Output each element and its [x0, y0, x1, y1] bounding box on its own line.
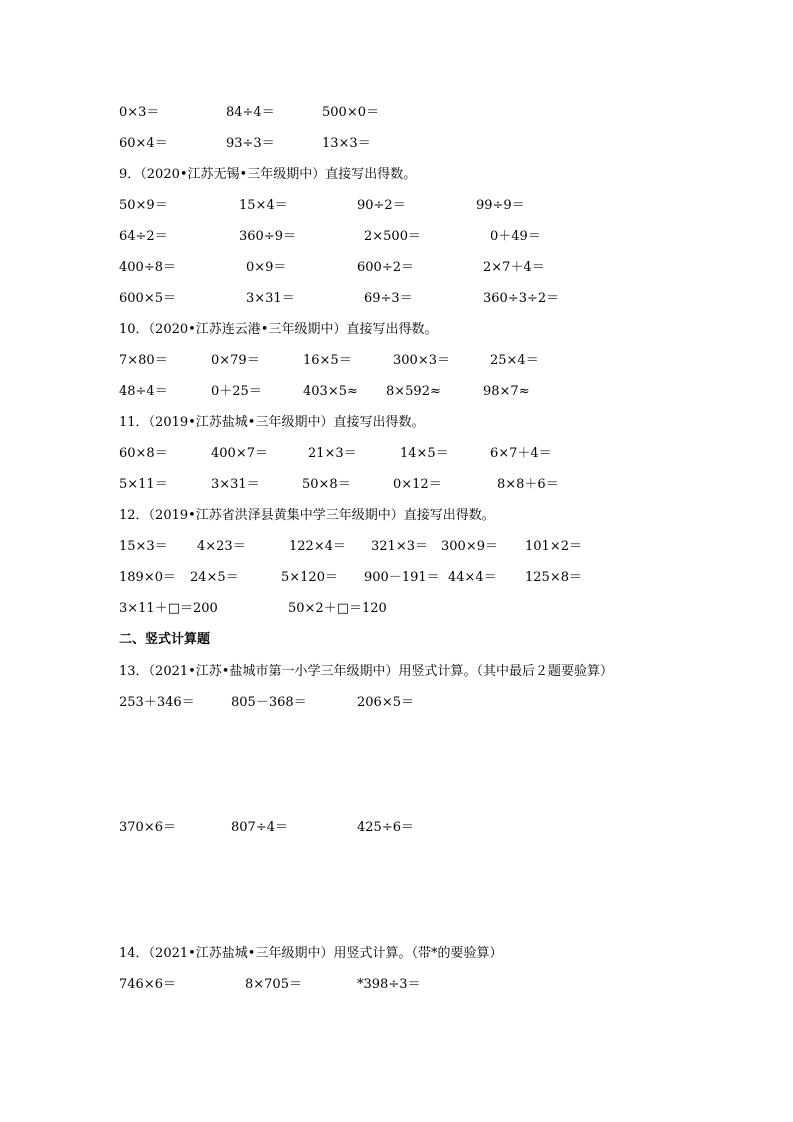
problem: 48÷4＝ — [119, 384, 168, 399]
problem: 2×7＋4＝ — [483, 260, 545, 275]
problem: 60×8＝ — [119, 446, 168, 461]
problem: 300×3＝ — [393, 353, 450, 368]
problem: 90÷2＝ — [357, 198, 406, 213]
problem: 0×12＝ — [393, 477, 442, 492]
problem: 50×9＝ — [119, 198, 168, 213]
problem: 8×592≈ — [386, 384, 441, 399]
problem: 24×5＝ — [190, 570, 239, 585]
problem: 360÷9＝ — [239, 229, 296, 244]
problem: 15×3＝ — [119, 539, 168, 554]
problem: 69÷3＝ — [364, 291, 413, 306]
problem: 16×5＝ — [303, 353, 352, 368]
question-13-title: 13．（2021•江苏•盐城市第一小学三年级期中）用竖式计算。（其中最后２题要验算） — [119, 664, 613, 679]
problem: 44×4＝ — [448, 570, 497, 585]
problem: 3×31＝ — [246, 291, 295, 306]
problem: 50×2＋□＝120 — [288, 601, 387, 616]
problem: 99÷9＝ — [476, 198, 525, 213]
problem: 5×120＝ — [281, 570, 338, 585]
problem: 0×79＝ — [211, 353, 260, 368]
problem: 0＋49＝ — [490, 229, 541, 244]
problem: 0＋25＝ — [211, 384, 262, 399]
problem: 403×5≈ — [303, 384, 358, 399]
problem: 2×500＝ — [364, 229, 421, 244]
problem: 321×3＝ — [371, 539, 428, 554]
problem: 805－368＝ — [231, 695, 307, 710]
problem: 3×11＋□＝200 — [119, 601, 218, 616]
problem: 807÷4＝ — [231, 820, 288, 835]
problem: 600÷2＝ — [357, 260, 414, 275]
problem: 84÷4＝ — [226, 105, 275, 120]
problem: 425÷6＝ — [357, 820, 414, 835]
problem: 3×31＝ — [211, 477, 260, 492]
problem: 21×3＝ — [308, 446, 357, 461]
problem: 370×6＝ — [119, 820, 176, 835]
problem: 101×2＝ — [525, 539, 582, 554]
question-9-title: 9．（2020•江苏无锡•三年级期中）直接写出得数。 — [119, 167, 417, 182]
problem: 253＋346＝ — [119, 695, 195, 710]
problem: 0×3＝ — [119, 105, 160, 120]
problem: 25×4＝ — [490, 353, 539, 368]
problem: 8×705＝ — [245, 977, 302, 992]
section-heading: 二、竖式计算题 — [119, 632, 211, 647]
problem: 15×4＝ — [239, 198, 288, 213]
problem: 93÷3＝ — [226, 136, 275, 151]
problem: 14×5＝ — [400, 446, 449, 461]
problem: 189×0＝ — [119, 570, 176, 585]
problem: 98×7≈ — [483, 384, 530, 399]
problem: 0×9＝ — [246, 260, 287, 275]
problem: 7×80＝ — [119, 353, 168, 368]
problem: 746×6＝ — [119, 977, 176, 992]
problem: 400÷8＝ — [119, 260, 176, 275]
problem: 13×3＝ — [322, 136, 371, 151]
question-11-title: 11．（2019•江苏盐城•三年级期中）直接写出得数。 — [119, 415, 425, 430]
question-10-title: 10．（2020•江苏连云港•三年级期中）直接写出得数。 — [119, 322, 438, 337]
problem: 360÷3÷2＝ — [483, 291, 560, 306]
problem: 50×8＝ — [302, 477, 351, 492]
problem: 400×7＝ — [211, 446, 268, 461]
question-14-title: 14．（2021•江苏盐城•三年级期中）用竖式计算。（带*的要验算） — [119, 946, 503, 961]
problem: 60×4＝ — [119, 136, 168, 151]
problem: 64÷2＝ — [119, 229, 168, 244]
problem: 5×11＝ — [119, 477, 168, 492]
problem: *398÷3＝ — [357, 977, 421, 992]
problem: 6×7＋4＝ — [490, 446, 552, 461]
problem: 206×5＝ — [357, 695, 414, 710]
problem: 8×8＋6＝ — [497, 477, 559, 492]
problem: 122×4＝ — [289, 539, 346, 554]
problem: 900－191＝ — [364, 570, 440, 585]
problem: 300×9＝ — [441, 539, 498, 554]
problem: 600×5＝ — [119, 291, 176, 306]
problem: 500×0＝ — [322, 105, 379, 120]
question-12-title: 12．（2019•江苏省洪泽县黄集中学三年级期中）直接写出得数。 — [119, 508, 495, 523]
problem: 4×23＝ — [197, 539, 246, 554]
problem: 125×8＝ — [525, 570, 582, 585]
